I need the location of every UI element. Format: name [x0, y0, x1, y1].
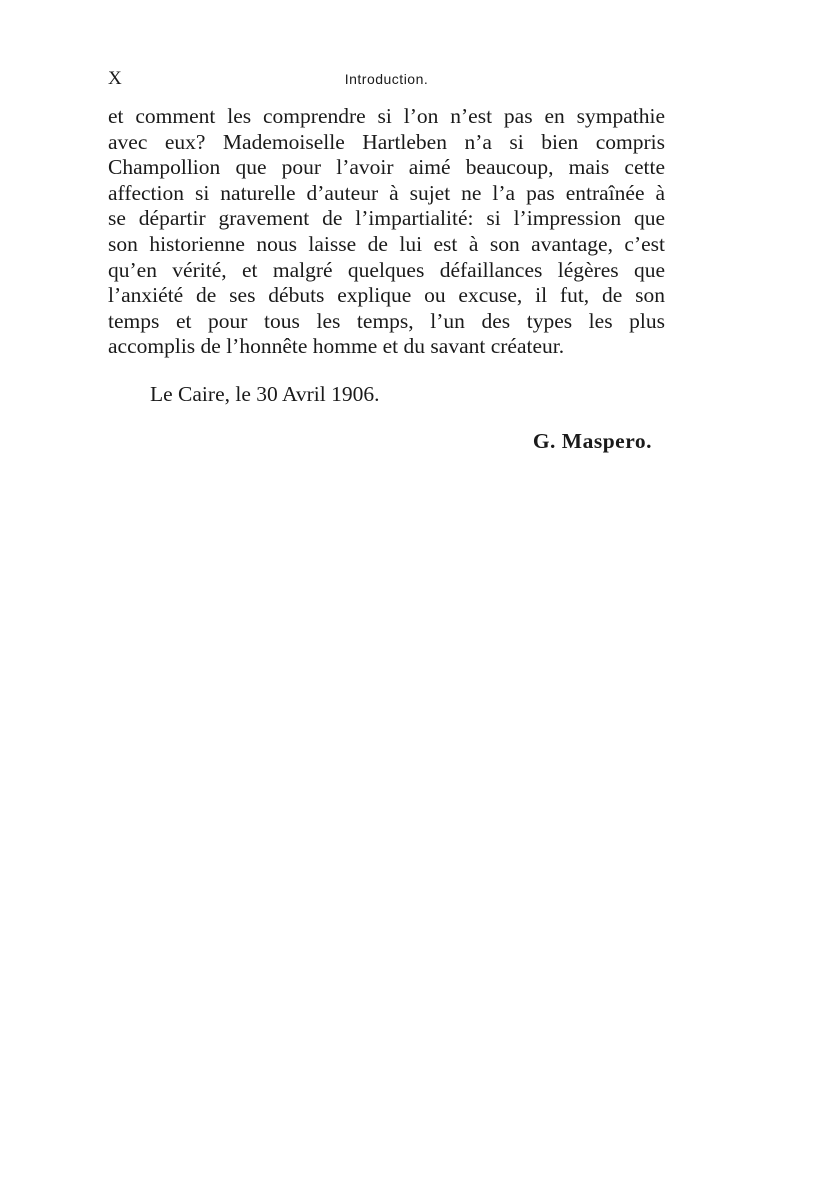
text-line: et comment les comprendre si l’on n’est pas en sympathie — [108, 104, 665, 128]
text-line: l’anxiété de ses débuts explique ou excuse, il fut, de son — [108, 283, 665, 308]
running-title: Introduction. — [344, 71, 429, 87]
running-head — [108, 68, 665, 90]
text-line: accomplis de l’honnête homme et du savant créateur. — [108, 334, 565, 359]
text-line: son historienne nous laisse de lui est à son avantage, c’est — [108, 231, 665, 256]
text-line: qu’en vérité, et malgré quelques défaillances légères que — [108, 257, 665, 282]
page-number: X — [108, 68, 123, 89]
text-line: se départir gravement de l’impartialité: si l’impression que — [108, 206, 665, 231]
dateline: Le Caire, le 30 Avril 1906. — [150, 382, 380, 406]
text-line: avec eux? Mademoiselle Hartleben n’a si bien compris — [108, 129, 665, 154]
text-line: Champollion que pour l’avoir aimé beaucoup, mais cette — [108, 155, 665, 180]
text-line: temps et pour tous les temps, l’un des types les plus — [108, 308, 665, 333]
text-line: affection si naturelle d’auteur à sujet ne l’a pas entraînée à — [108, 180, 665, 205]
signature: G. Maspero. — [532, 429, 652, 453]
body-paragraph — [108, 104, 665, 360]
